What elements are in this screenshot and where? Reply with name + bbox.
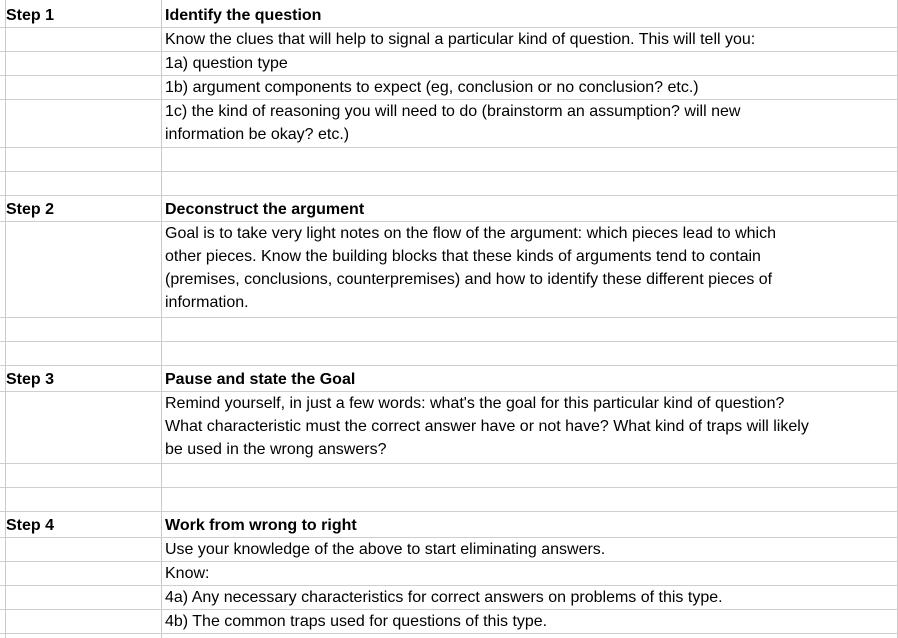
empty-row[interactable] [0,172,898,196]
table-row[interactable] [0,368,898,392]
step-title[interactable]: Deconstruct the argument [165,201,365,218]
step-title[interactable]: Identify the question [165,7,322,24]
empty-row[interactable] [0,148,898,172]
step-label[interactable]: Step 4 [6,517,55,534]
step-text-line: other pieces. Know the building blocks that these kinds of arguments tend to contain [165,248,761,265]
step-text-line: be used in the wrong answers? [165,441,387,458]
step-label[interactable]: Step 3 [6,371,55,388]
step-text-cell[interactable]: 4a) Any necessary characteristics for correct answers on problems of this type. [165,589,723,606]
table-row[interactable] [0,562,898,586]
step-text-cell[interactable]: Know: [165,565,210,582]
empty-row[interactable] [0,318,898,342]
table-row[interactable] [0,586,898,610]
table-row[interactable] [0,538,898,562]
table-row[interactable] [0,222,898,318]
step-text-line: information. [165,294,249,311]
step-text-line: information be okay? etc.) [165,126,350,143]
step-label[interactable]: Step 1 [6,7,55,24]
step-text-cell[interactable] [165,392,898,464]
table-row[interactable] [0,392,898,464]
table-row[interactable] [0,52,898,76]
step-title[interactable]: Work from wrong to right [165,517,357,534]
table-row[interactable] [0,198,898,222]
table-row[interactable] [0,100,898,148]
step-text-line: (premises, conclusions, counterpremises) and how to identify these different pieces of [165,271,773,288]
empty-row[interactable] [0,464,898,488]
step-title[interactable]: Pause and state the Goal [165,371,356,388]
empty-row[interactable] [0,342,898,366]
step-text-cell[interactable]: Know the clues that will help to signal a particular kind of question. This will tell you: [165,31,756,48]
table-row[interactable] [0,610,898,634]
step-text-line: What characteristic must the correct answer have or not have? What kind of traps will likely [165,418,809,435]
step-text-line: Remind yourself, in just a few words: what's the goal for this particular kind of question? [165,395,785,412]
step-text-line: 1c) the kind of reasoning you will need to do (brainstorm an assumption? will new [165,103,741,120]
step-text-cell[interactable] [165,100,898,148]
table-row[interactable] [0,4,898,28]
step-text-cell[interactable]: 1b) argument components to expect (eg, conclusion or no conclusion? etc.) [165,79,699,96]
table-row[interactable] [0,28,898,52]
empty-row[interactable] [0,488,898,512]
step-label[interactable]: Step 2 [6,201,55,218]
step-text-cell[interactable]: 4b) The common traps used for questions of this type. [165,613,548,630]
step-text-line: Goal is to take very light notes on the flow of the argument: which pieces lead to which [165,225,776,242]
step-text-cell[interactable]: Use your knowledge of the above to start eliminating answers. [165,541,606,558]
step-text-cell[interactable] [165,222,898,318]
table-row[interactable] [0,76,898,100]
step-text-cell[interactable]: 1a) question type [165,55,288,72]
table-row[interactable] [0,514,898,538]
